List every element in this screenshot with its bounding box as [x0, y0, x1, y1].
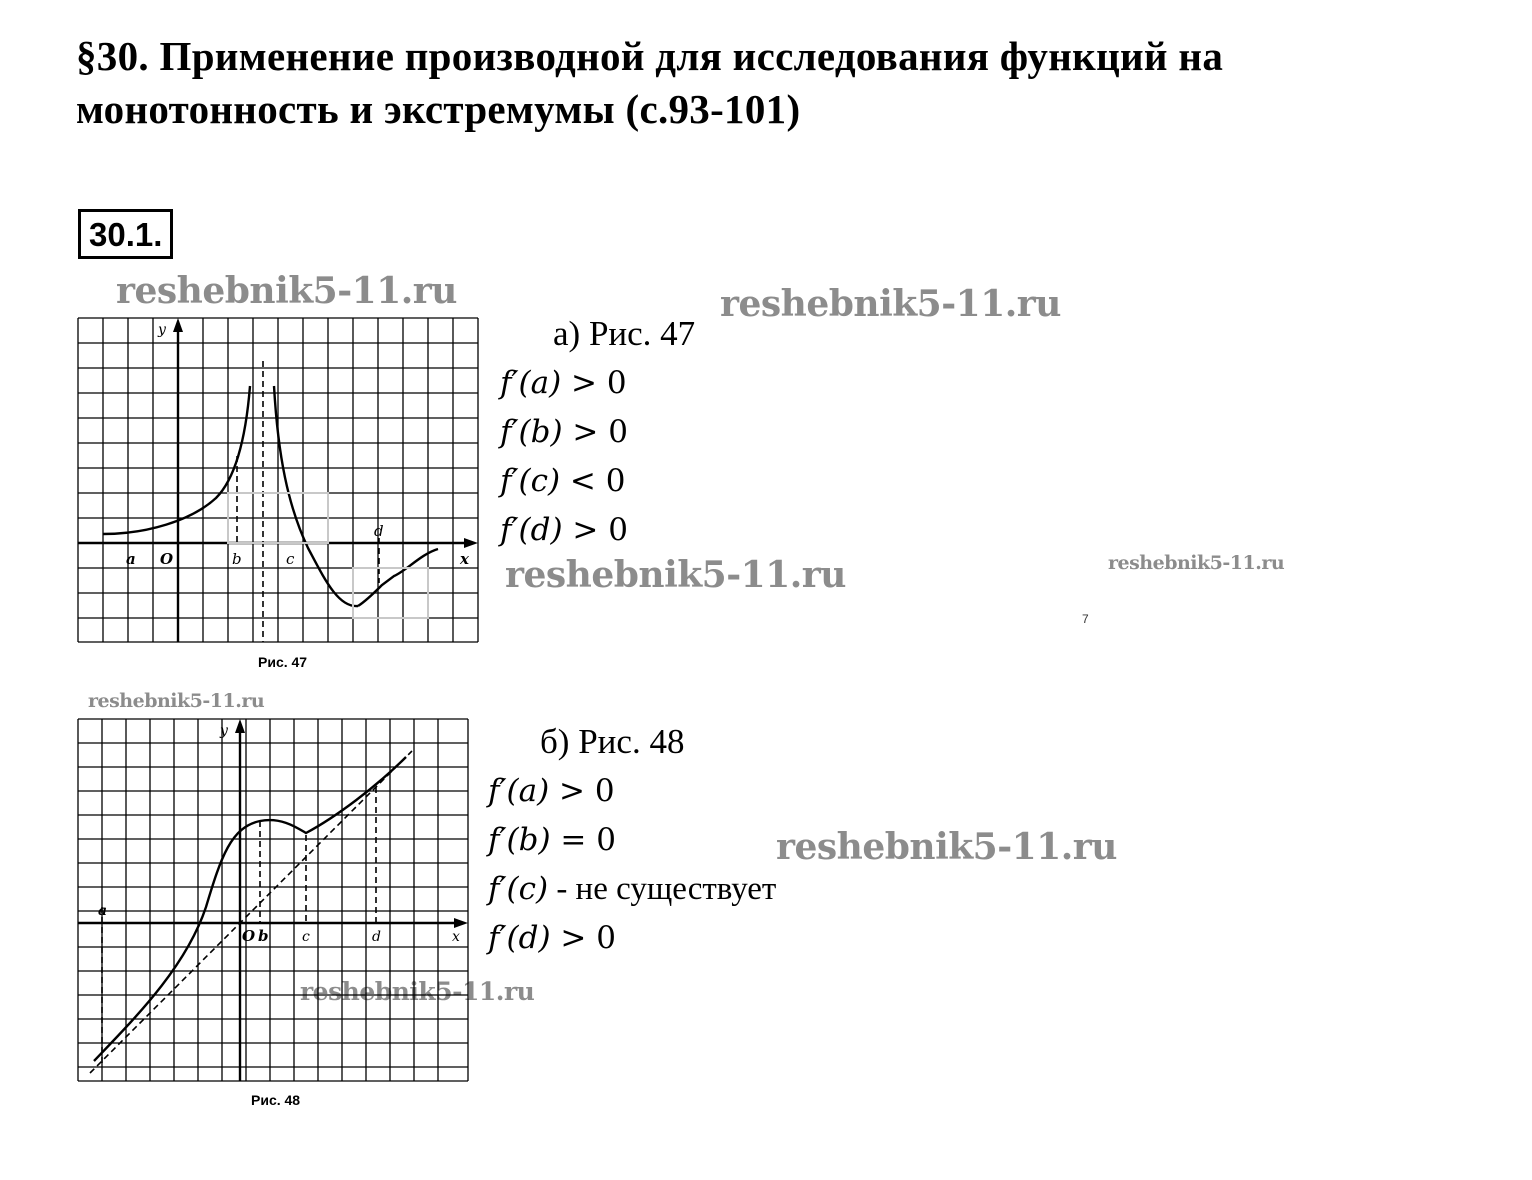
point-label-b: b [258, 927, 269, 945]
problem-number: 30.1. [78, 209, 173, 259]
part-a-line-4 [500, 510, 628, 550]
point-label-c: c [302, 929, 310, 945]
axis-label-x: x [460, 550, 469, 568]
watermark: reshebnik5-11.ru [300, 977, 535, 1006]
dashed-lines [237, 361, 379, 642]
axis-label-x: x [452, 929, 460, 945]
derivative-expr: f′(d) [488, 920, 551, 956]
figure-47 [76, 316, 480, 644]
part-b-label: б) Рис. 48 [540, 722, 685, 761]
axis-label-y: y [158, 322, 166, 338]
stray-mark: 7 [1082, 612, 1089, 626]
derivative-expr: f′(b) [500, 414, 563, 450]
watermark: reshebnik5-11.ru [776, 826, 1117, 868]
part-b-line-3 [488, 869, 776, 909]
derivative-expr: f′(b) [488, 822, 551, 858]
part-a-label: а) Рис. 47 [553, 314, 696, 353]
point-label-d: d [372, 929, 381, 945]
point-label-a: a [98, 903, 108, 919]
derivative-expr: f′(c) [500, 463, 561, 499]
watermark: reshebnik5-11.ru [1108, 552, 1285, 574]
point-label-b: b [232, 550, 242, 568]
part-a-line-1 [500, 363, 627, 403]
part-b-line-2 [488, 820, 616, 860]
part-b-line-1 [488, 771, 615, 811]
grid [78, 318, 478, 642]
axis-label-y: y [220, 723, 228, 739]
derivative-expr: f′(c) [488, 871, 549, 907]
dashed-lines [90, 751, 412, 1073]
relation: = 0 [550, 822, 616, 858]
watermark: reshebnik5-11.ru [116, 270, 457, 312]
relation: > 0 [561, 365, 627, 401]
origin-label: O [160, 550, 174, 568]
relation-note: - не существует [548, 871, 777, 907]
derivative-expr: f′(a) [488, 773, 550, 809]
watermark: reshebnik5-11.ru [720, 283, 1061, 325]
section-title [76, 30, 1376, 136]
relation: > 0 [550, 920, 616, 956]
relation: < 0 [560, 463, 626, 499]
function-curve [94, 757, 406, 1061]
origin-label: O [242, 927, 256, 945]
figure-47-caption: Рис. 47 [258, 654, 308, 670]
watermark: reshebnik5-11.ru [505, 554, 846, 596]
watermark: reshebnik5-11.ru [88, 690, 265, 712]
relation: > 0 [562, 512, 628, 548]
section-title-line1: §30. Применение производной для исследования функций на [76, 33, 1224, 79]
part-a-line-2 [500, 412, 628, 452]
figure-48 [76, 717, 470, 1083]
part-a-line-3 [500, 461, 625, 501]
point-label-c: c [286, 550, 295, 568]
derivative-expr: f′(a) [500, 365, 562, 401]
derivative-expr: f′(d) [500, 512, 563, 548]
relation: > 0 [549, 773, 615, 809]
relation: > 0 [562, 414, 628, 450]
section-title-line2: монотонность и экстремумы (с.93-101) [76, 86, 801, 132]
figure-48-caption: Рис. 48 [251, 1092, 301, 1108]
point-label-d: d [374, 522, 384, 540]
part-b-line-4 [488, 918, 616, 958]
point-label-a: a [126, 550, 136, 568]
